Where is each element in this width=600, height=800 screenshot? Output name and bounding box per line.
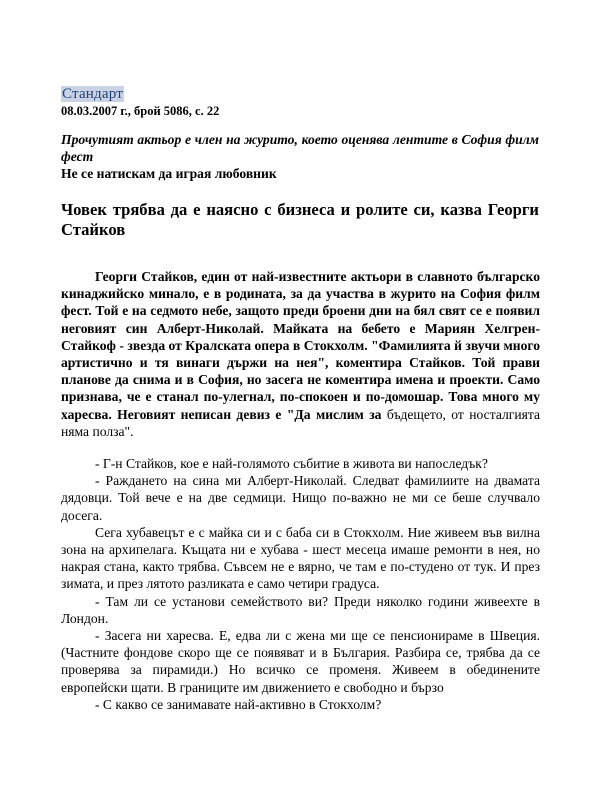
intro-bold: Георги Стайков, един от най-известните актьори в славното българско кинаджийско минало, е в родината, за да участва в журито на София филм фест. Той е на седмото небе, защото преди броени дни на бял свят се е появил неговият син Алберт-Николай. Майката на бебето е Мариян Хелгрен-Стайкоф - звезда от Кралската опера в Стокхолм. "Фамилията й звучи много артистично и тя винаги държи на нея", коментира Стайков. Той прави планове да снима и в София, но засега не коментира имена и проекти. Само признава, че е станал по-улегнал, по-спокоен и по-домошар. Това много му харесва. Неговият неписан девиз е "Да мислим за	[61, 269, 540, 422]
paragraph: - Засега ни харесва. Е, едва ли с жена ми ще се пенсионираме в Швеция. (Частните фондове скоро ще се появяват и в България. Разбира се, трябва да се проверява за пирамиди.) Но всичко се променя. Живеем в обединените европейски щати. В границите им движението е свободно и бързо	[61, 628, 540, 695]
headline: Човек трябва да е наясно с бизнеса и ролите си, казва Георги Стайков	[61, 200, 539, 239]
lead-text: Прочутият актьор е член на журито, което оценява лентите в София филм фест	[61, 132, 539, 164]
paragraph: - Г-н Стайков, кое е най-голямото събитие в живота ви напоследък?	[95, 456, 488, 472]
intro-paragraph	[61, 268, 540, 440]
issue-meta: 08.03.2007 г., брой 5086, с. 22	[61, 104, 220, 118]
article-body	[61, 268, 540, 713]
paragraph: - С какво се занимавате най-активно в Стокхолм?	[95, 696, 382, 712]
paragraph: - Раждането на сина ми Алберт-Николай. Следват фамилиите на двамата дядовци. Той вече е на две седмици. Нищо по-важно не ми се беше случвало досега.	[61, 473, 540, 523]
paragraph: - Там ли се установи семейството ви? Преди няколко години живеехте в Лондон.	[61, 593, 540, 626]
subtitle: Не се натискам да играя любовник	[61, 166, 277, 181]
publication-masthead: Стандарт	[62, 86, 123, 102]
intro-tail: бъдещето, от носталгията няма полза".	[61, 406, 540, 439]
paragraph: Сега хубавецът е с майка си и с баба си в Стокхолм. Ние живеем във вилна зона на архипелага. Къщата ни е хубава - шест месеца имаше ремонти в нея, но накрая стана, както трябва. Съвсем не е вярно, че там е по-студено от тук. И през зимата, и през лятото разликата е само четири градуса.	[61, 524, 540, 592]
